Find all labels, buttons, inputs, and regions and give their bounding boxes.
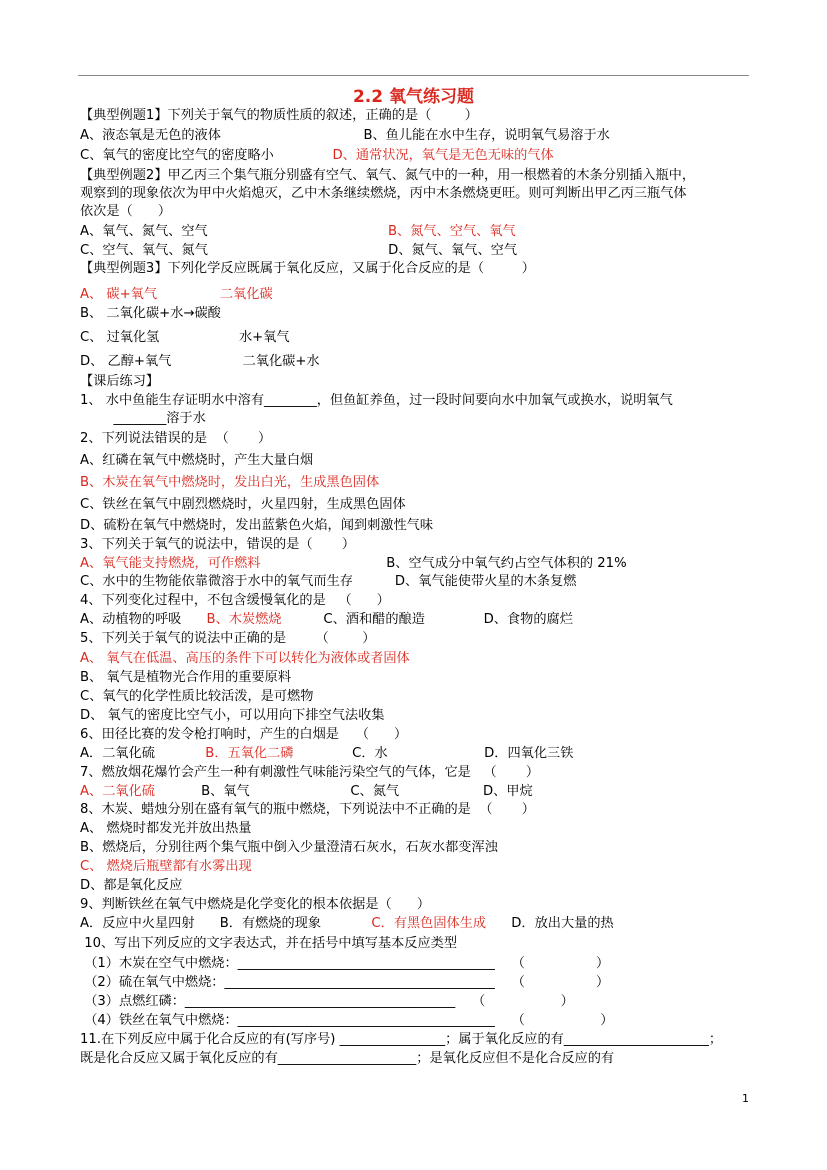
text-segment: D、 乙醇+氧气 — [80, 354, 172, 369]
text-line-l28 — [80, 651, 410, 667]
text-segment: A、红磷在氧气中燃烧时，产生大量白烟 — [80, 453, 314, 468]
text-segment: C、水中的生物能依靠微溶于水中的氧气而生存 — [80, 574, 353, 589]
text-line-l17 — [80, 431, 271, 447]
text-line-l01 — [80, 108, 478, 124]
text-line-l39 — [80, 859, 252, 875]
text-segment: C．水 — [352, 746, 388, 761]
text-line-l46 — [80, 994, 574, 1010]
header-rule — [78, 75, 749, 76]
answer-highlight: A、氧气能支持燃烧，可作燃料 — [80, 556, 261, 571]
text-line-l49 — [80, 1051, 614, 1067]
text-line-l15 — [80, 393, 673, 409]
text-segment — [250, 784, 351, 799]
text-segment: 二氧化碳+水 — [242, 354, 320, 369]
text-segment: 4、下列变化过程中，不包含缓慢氧化的是 （ ） — [80, 593, 390, 608]
answer-highlight: B．五氧化二磷 — [205, 746, 294, 761]
text-segment — [221, 128, 364, 143]
text-segment: 碳酸 — [194, 306, 221, 321]
text-segment: B、 二氧化碳+水 — [80, 306, 184, 321]
text-segment — [353, 574, 395, 589]
text-line-l25 — [80, 593, 390, 609]
text-segment: D、食物的腐烂 — [483, 612, 573, 627]
text-segment: ________溶于水 — [80, 411, 206, 426]
text-line-l31 — [80, 708, 384, 724]
text-segment — [281, 612, 323, 627]
text-segment: C、铁丝在氧气中剧烈燃烧时，火星四射，生成黑色固体 — [80, 497, 406, 512]
text-segment: （3）点燃红磷：_________________________________________ （ ） — [80, 994, 574, 1009]
text-line-l27 — [80, 631, 375, 647]
text-segment: C、氧气的密度比空气的密度略小 — [80, 148, 274, 163]
text-segment: A、 燃烧时都发光并放出热量 — [80, 821, 252, 836]
text-line-l08 — [80, 243, 517, 259]
text-segment: A、氧气、氮气、空气 — [80, 224, 208, 239]
text-line-l24 — [80, 574, 576, 590]
text-segment: C、空气、氧气、氮气 — [80, 243, 208, 258]
text-segment: C、 过氧化氢 — [80, 330, 160, 345]
text-segment: 8、木炭、蜡烛分别在盛有氧气的瓶中燃烧，下列说法中不正确的是 （ ） — [80, 802, 535, 817]
text-segment: 6、田径比赛的发令枪打响时，产生的白烟是 （ ） — [80, 727, 408, 742]
text-line-l30 — [80, 689, 313, 705]
text-segment: D、都是氧化反应 — [80, 878, 183, 893]
text-segment: 【典型例题1】下列关于氧气的物质性质的叙述，正确的是（ ） — [80, 108, 478, 123]
text-line-l35 — [80, 784, 533, 800]
text-segment — [181, 612, 206, 627]
text-segment: D、氮气、氧气、空气 — [388, 243, 518, 258]
answer-highlight: A、 碳+氧气 — [80, 287, 158, 302]
text-segment: （1）木炭在空气中燃烧：_______________________________________ （ ） — [80, 956, 610, 971]
text-line-l33 — [80, 746, 573, 762]
text-segment — [208, 224, 388, 239]
text-segment: D．放出大量的热 — [511, 916, 614, 931]
text-segment — [155, 746, 205, 761]
text-segment: 11.在下列反应中属于化合反应的有(写序号) ________________；属于氧化反应的有______________________； — [80, 1032, 723, 1047]
text-segment: 观察到的现象依次为甲中火焰熄灭，乙中木条继续燃烧，丙中木条燃烧更旺。则可判断出甲乙丙三瓶气体 — [80, 186, 687, 201]
page-title: 2.2 氧气练习题 — [352, 87, 475, 107]
text-segment: （4）铁丝在氧气中燃烧：_______________________________________ （ ） — [80, 1013, 614, 1028]
text-segment: （2）硫在氧气中燃烧：_________________________________________ （ ） — [80, 975, 610, 990]
text-segment: C、酒和醋的酿造 — [323, 612, 425, 627]
text-line-l47 — [80, 1013, 613, 1029]
text-segment: B、空气成分中氧气约占空气体积的 21% — [386, 556, 627, 571]
text-segment: D、 氧气的密度比空气小，可以用向下排空气法收集 — [80, 708, 385, 723]
answer-highlight: A、二氧化硫 — [80, 784, 155, 799]
text-line-l41 — [80, 897, 430, 913]
text-line-l10 — [80, 287, 273, 303]
text-line-l05 — [80, 186, 687, 202]
text-segment: 9、判断铁丝在氧气中燃烧是化学变化的根本依据是（ ） — [80, 897, 431, 912]
text-line-l36 — [80, 802, 535, 818]
text-line-l23 — [80, 556, 627, 572]
text-line-l04 — [80, 168, 695, 184]
text-line-l12 — [80, 330, 290, 346]
text-segment — [486, 916, 511, 931]
text-segment — [155, 784, 201, 799]
text-line-l16 — [80, 411, 206, 427]
text-line-l37 — [80, 821, 251, 837]
text-segment — [321, 916, 371, 931]
text-segment: 【典型例题2】甲乙丙三个集气瓶分别盛有空气、氧气、氮气中的一种，用一根燃着的木条分别插入瓶中， — [80, 168, 696, 183]
text-segment: B．有燃烧的现象 — [219, 916, 322, 931]
text-segment — [388, 746, 484, 761]
text-segment: D、甲烷 — [482, 784, 533, 799]
text-segment — [195, 916, 220, 931]
text-segment — [159, 330, 239, 345]
text-segment — [425, 612, 484, 627]
text-segment: 2、下列说法错误的是 （ ） — [80, 431, 272, 446]
text-segment: 7、燃放烟花爆竹会产生一种有刺激性气味能污染空气的气体，它是 （ ） — [80, 765, 540, 780]
text-segment: B、鱼儿能在水中生存，说明氧气易溶于水 — [363, 128, 610, 143]
text-segment: B、燃烧后，分别往两个集气瓶中倒入少量澄清石灰水，石灰水都变浑浊 — [80, 840, 498, 855]
text-line-l02 — [80, 128, 610, 144]
text-segment: 水+氧气 — [239, 330, 290, 345]
text-segment — [274, 148, 333, 163]
page-number: 1 — [742, 1092, 749, 1105]
text-segment: 10、写出下列反应的文字表达式，并在括号中填写基本反应类型 — [80, 936, 458, 951]
text-line-l40 — [80, 878, 182, 894]
text-segment: D、硫粉在氧气中燃烧时，发出蓝紫色火焰，闻到刺激性气味 — [80, 518, 434, 533]
text-line-l19 — [80, 475, 379, 491]
text-line-l34 — [80, 765, 539, 781]
text-line-l43 — [80, 936, 457, 952]
text-segment — [171, 354, 242, 369]
text-line-l11 — [80, 306, 221, 322]
text-line-l29 — [80, 670, 291, 686]
text-segment — [293, 746, 352, 761]
text-segment: 【课后练习】 — [80, 374, 160, 389]
text-line-l26 — [80, 612, 573, 628]
text-segment: 1、 水中鱼能生存证明水中溶有________，但鱼缸养鱼，过一段时间要向水中加氧气或换水，说明氧气 — [80, 393, 673, 408]
answer-highlight: B、木炭在氧气中燃烧时，发出白光，生成黑色固体 — [80, 475, 380, 490]
text-line-l13 — [80, 354, 320, 370]
text-line-l20 — [80, 497, 406, 513]
text-segment — [399, 784, 483, 799]
answer-highlight: A、 氧气在低温、高压的条件下可以转化为液体或者固体 — [80, 651, 410, 666]
text-segment: A．反应中火星四射 — [80, 916, 195, 931]
text-line-l07 — [80, 224, 516, 240]
text-segment — [157, 287, 220, 302]
text-segment: A、液态氧是无色的液体 — [80, 128, 221, 143]
text-line-l32 — [80, 727, 407, 743]
text-segment: A．二氧化硫 — [80, 746, 155, 761]
text-segment — [208, 243, 388, 258]
text-line-l09 — [80, 261, 535, 277]
answer-highlight: C、 燃烧后瓶壁都有水雾出现 — [80, 859, 252, 874]
text-line-l45 — [80, 975, 609, 991]
answer-highlight: D、通常状况，氧气是无色无味的气体 — [332, 148, 554, 163]
text-line-l48 — [80, 1032, 722, 1048]
text-segment: C、氮气 — [350, 784, 400, 799]
text-segment: 5、下列关于氧气的说法中正确的是 （ ） — [80, 631, 376, 646]
text-segment: A、动植物的呼吸 — [80, 612, 182, 627]
text-segment: 既是化合反应又属于氧化反应的有_____________________；是氧化反应但不是化合反应的有 — [80, 1051, 615, 1066]
arrow-icon: → — [183, 306, 195, 321]
text-segment: D．四氧化三铁 — [484, 746, 574, 761]
text-segment: C、氧气的化学性质比较活泼，是可燃物 — [80, 689, 314, 704]
text-segment: 【典型例题3】下列化学反应既属于氧化反应，又属于化合反应的是（ ） — [80, 261, 535, 276]
text-segment: 3、下列关于氧气的说法中，错误的是（ ） — [80, 537, 356, 552]
text-line-l42 — [80, 916, 614, 932]
text-segment: D、氧气能使带火星的木条复燃 — [394, 574, 577, 589]
text-line-l38 — [80, 840, 498, 856]
text-segment — [260, 556, 386, 571]
text-line-l44 — [80, 956, 609, 972]
answer-highlight: C．有黑色固体生成 — [371, 916, 487, 931]
text-segment: 依次是（ ） — [80, 204, 172, 219]
answer-highlight: B、木炭燃烧 — [206, 612, 282, 627]
text-line-l06 — [80, 204, 171, 220]
text-line-l18 — [80, 453, 313, 469]
text-line-l22 — [80, 537, 355, 553]
answer-highlight: B、氮气、空气、氧气 — [387, 224, 516, 239]
text-line-l21 — [80, 518, 433, 534]
answer-highlight: 二氧化碳 — [219, 287, 273, 302]
text-segment: B、氧气 — [201, 784, 250, 799]
text-segment: B、 氧气是植物光合作用的重要原料 — [80, 670, 292, 685]
text-line-l03 — [80, 148, 554, 164]
text-line-l14 — [80, 374, 159, 390]
